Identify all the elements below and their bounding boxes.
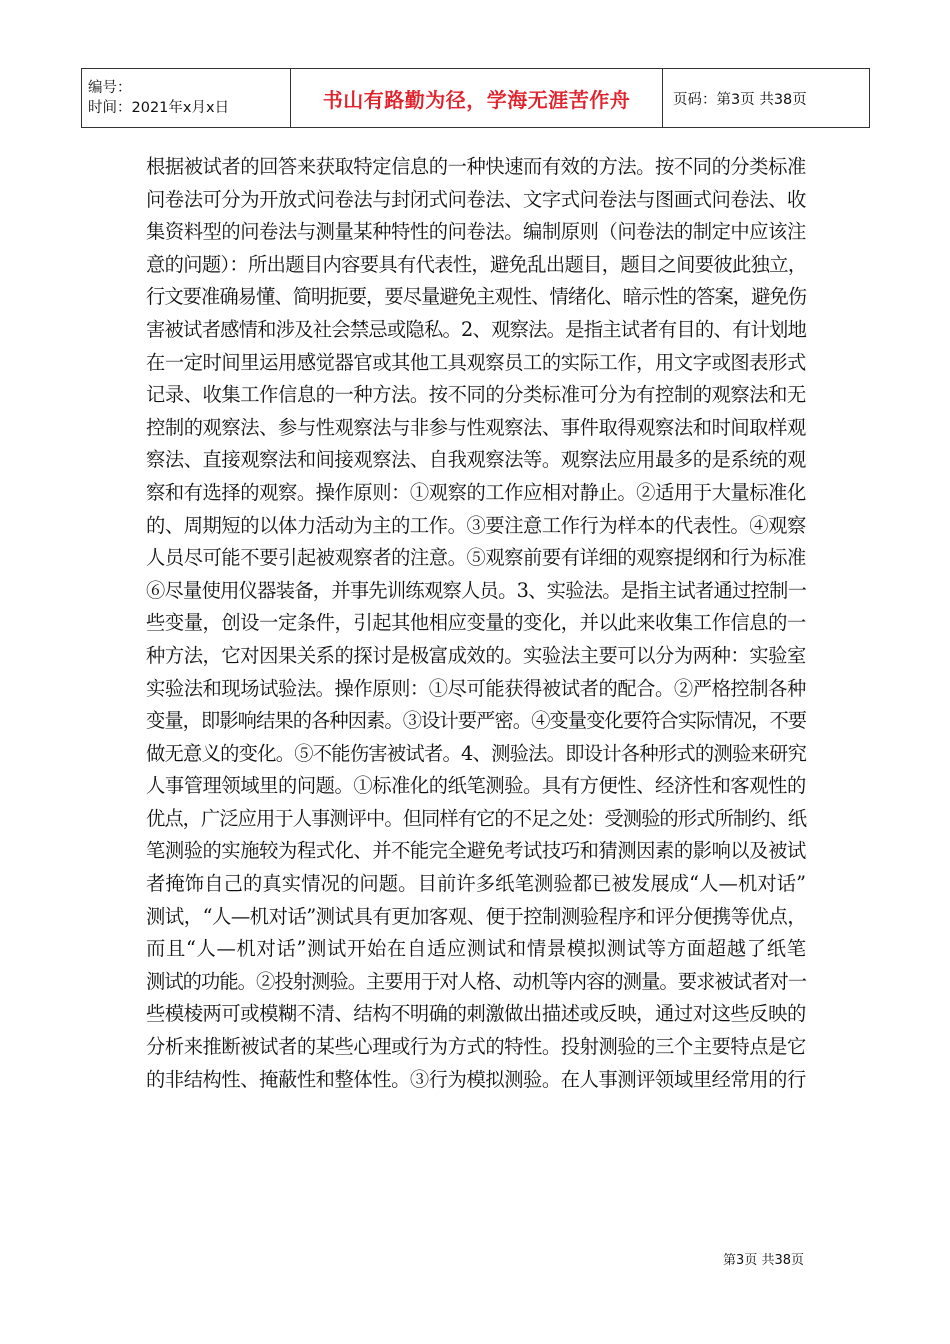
body-line: 笔测验的实施较为程式化、并不能完全避免考试技巧和猜测因素的影响以及被试: [146, 839, 806, 863]
document-date: 时间：2021年x月x日: [88, 100, 230, 116]
header-page-cell: [663, 69, 870, 128]
body-line: ⑥尽量使用仪器装备，并事先训练观察人员。3、实验法。是指主试者通过控制一: [146, 578, 807, 602]
document-body: [146, 151, 806, 1096]
body-line: 行文要准确易懂、简明扼要，要尽量避免主观性、情绪化、暗示性的答案，避免伤: [146, 285, 807, 309]
body-line: 察法、直接观察法和间接观察法、自我观察法等。观察法应用最多的是系统的观: [146, 448, 806, 472]
body-line: 问卷法可分为开放式问卷法与封闭式问卷法、文字式问卷法与图画式问卷法、收: [146, 187, 806, 211]
header-page-code: 页码：第3页 共38页: [673, 91, 807, 108]
body-line: 测试，“人—机对话”测试具有更加客观、便于控制测验程序和评分便携等优点，: [146, 904, 807, 928]
body-line: 根据被试者的回答来获取特定信息的一种快速而有效的方法。按不同的分类标准: [146, 155, 806, 178]
body-line: 做无意义的变化。⑤不能伤害被试者。4、测验法。即设计各种形式的测验来研究: [146, 741, 807, 765]
body-line: 控制的观察法、参与性观察法与非参与性观察法、事件取得观察法和时间取样观: [146, 415, 806, 439]
header-motto: 书山有路勤为径，学海无涯苦作舟: [322, 87, 631, 112]
document-number-label: 编号：: [88, 80, 132, 96]
body-line: 测试的功能。②投射测验。主要用于对人格、动机等内容的测量。要求被试者对一: [146, 969, 807, 993]
body-line: 人事管理领域里的问题。①标准化的纸笔测验。具有方便性、经济性和客观性的: [146, 774, 806, 798]
document-header: [81, 68, 870, 128]
body-line: 而且“人—机对话”测试开始在自适应测试和情景模拟测试等方面超越了纸笔: [146, 937, 806, 961]
body-line: 害被试者感情和涉及社会禁忌或隐私。2、观察法。是指主试者有目的、有计划地: [146, 317, 807, 341]
header-meta-cell: [82, 69, 291, 128]
body-line: 种方法，它对因果关系的探讨是极富成效的。实验法主要可以分为两种：实验室: [146, 643, 806, 667]
body-line: 些变量，创设一定条件，引起其他相应变量的变化，并以此来收集工作信息的一: [146, 611, 806, 635]
body-line: 优点，广泛应用于人事测评中。但同样有它的不足之处：受测验的形式所制约、纸: [146, 806, 807, 830]
body-line: 意的问题）：所出题目内容要具有代表性，避免乱出题目，题目之间要彼此独立，: [146, 252, 807, 276]
body-line: 的非结构性、掩蔽性和整体性。③行为模拟测验。在人事测评领域里经常用的行: [146, 1067, 806, 1091]
body-line: 记录、收集工作信息的一种方法。按不同的分类标准可分为有控制的观察法和无: [146, 383, 806, 407]
page-footer: 第3页 共38页: [723, 1253, 804, 1268]
body-line: 实验法和现场试验法。操作原则：①尽可能获得被试者的配合。②严格控制各种: [146, 676, 806, 700]
body-line: 的、周期短的以体力活动为主的工作。③要注意工作行为样本的代表性。④观察: [146, 513, 806, 537]
body-line: 在一定时间里运用感觉器官或其他工具观察员工的实际工作，用文字或图表形式: [146, 350, 806, 374]
body-line: 集资料型的问卷法与测量某种特性的问卷法。编制原则（问卷法的制定中应该注: [146, 220, 806, 244]
header-motto-cell: [291, 69, 663, 128]
body-line: 人员尽可能不要引起被观察者的注意。⑤观察前要有详细的观察提纲和行为标准: [146, 546, 806, 570]
body-line: 察和有选择的观察。操作原则：①观察的工作应相对静止。②适用于大量标准化: [146, 480, 806, 504]
body-line: 分析来推断被试者的某些心理或行为方式的特性。投射测验的三个主要特点是它: [146, 1035, 806, 1059]
body-line: 变量，即影响结果的各种因素。③设计要严密。④变量变化要符合实际情况，不要: [146, 709, 807, 733]
body-line: 些模棱两可或模糊不清、结构不明确的刺激做出描述或反映，通过对这些反映的: [146, 1002, 806, 1026]
body-line: 者掩饰自己的真实情况的问题。目前许多纸笔测验都已被发展成“人—机对话”: [146, 872, 806, 896]
